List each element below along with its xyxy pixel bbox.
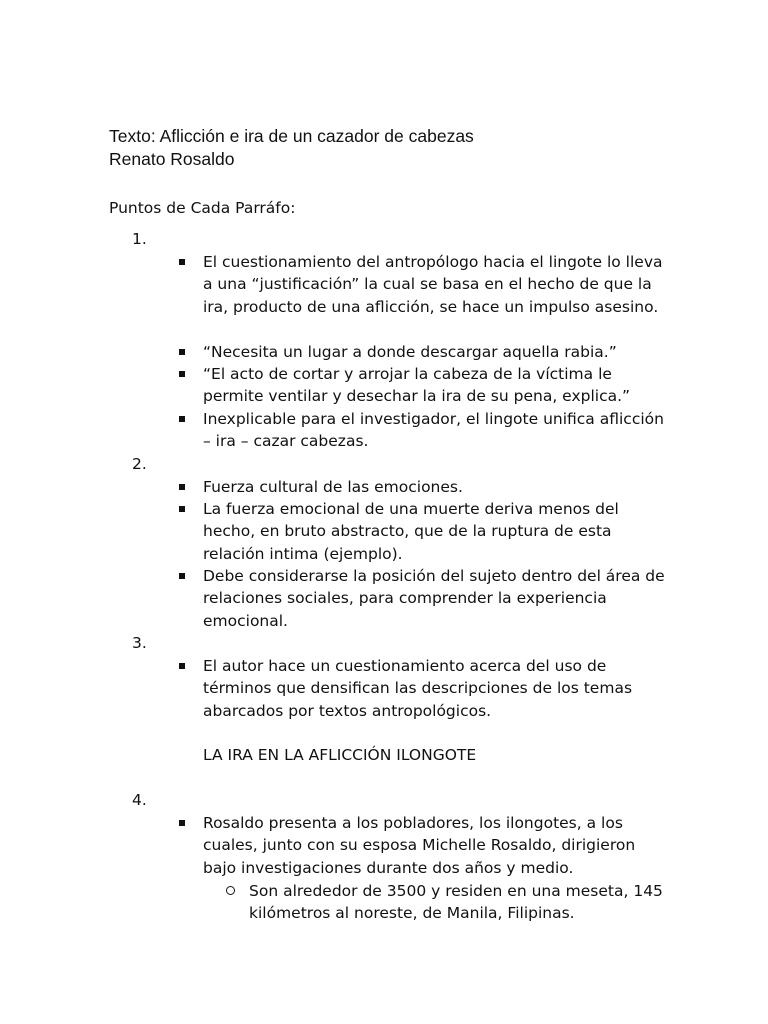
list-item: El cuestionamiento del antropólogo hacia el lingote lo lleva a una “justificación” la cual se basa en el hecho de que la ira, producto de una aflicción, se hace un impulso asesino. bbox=[203, 251, 673, 318]
list-item: “El acto de cortar y arrojar la cabeza de la víctima le permite ventilar y desechar la ira de su pena, explica.” bbox=[203, 363, 673, 408]
list-item: La fuerza emocional de una muerte deriva menos del hecho, en bruto abstracto, que de la ruptura de esta relación intima (ejemplo). bbox=[203, 498, 673, 565]
list-item: “Necesita un lugar a donde descargar aquella rabia.” bbox=[203, 341, 673, 363]
list-item: Inexplicable para el investigador, el lingote unifica aflicción – ira – cazar cabezas. bbox=[203, 408, 673, 453]
document-title: Texto: Aflicción e ira de un cazador de cabezas bbox=[109, 126, 474, 146]
section-number-2: 2. bbox=[132, 455, 147, 473]
section-number-4: 4. bbox=[132, 791, 147, 809]
points-subtitle: Puntos de Cada Parráfo: bbox=[109, 199, 296, 217]
document-header bbox=[109, 125, 474, 171]
list-item: Rosaldo presenta a los pobladores, los ilongotes, a los cuales, junto con su esposa Michelle Rosaldo, dirigieron bajo investigaciones durante dos años y medio. bbox=[203, 812, 673, 879]
section-number-1: 1. bbox=[132, 230, 147, 248]
list-item: Fuerza cultural de las emociones. bbox=[203, 476, 673, 498]
section-heading: LA IRA EN LA AFLICCIÓN ILONGOTE bbox=[203, 746, 477, 764]
sub-list-item: Son alrededor de 3500 y residen en una meseta, 145 kilómetros al noreste, de Manila, Filipinas. bbox=[249, 880, 679, 925]
section-number-3: 3. bbox=[132, 634, 147, 652]
list-item: Debe considerarse la posición del sujeto dentro del área de relaciones sociales, para comprender la experiencia emocional. bbox=[203, 565, 673, 632]
list-item: El autor hace un cuestionamiento acerca del uso de términos que densifican las descripciones de los temas abarcados por textos antropológicos. bbox=[203, 655, 673, 722]
document-author: Renato Rosaldo bbox=[109, 149, 235, 169]
